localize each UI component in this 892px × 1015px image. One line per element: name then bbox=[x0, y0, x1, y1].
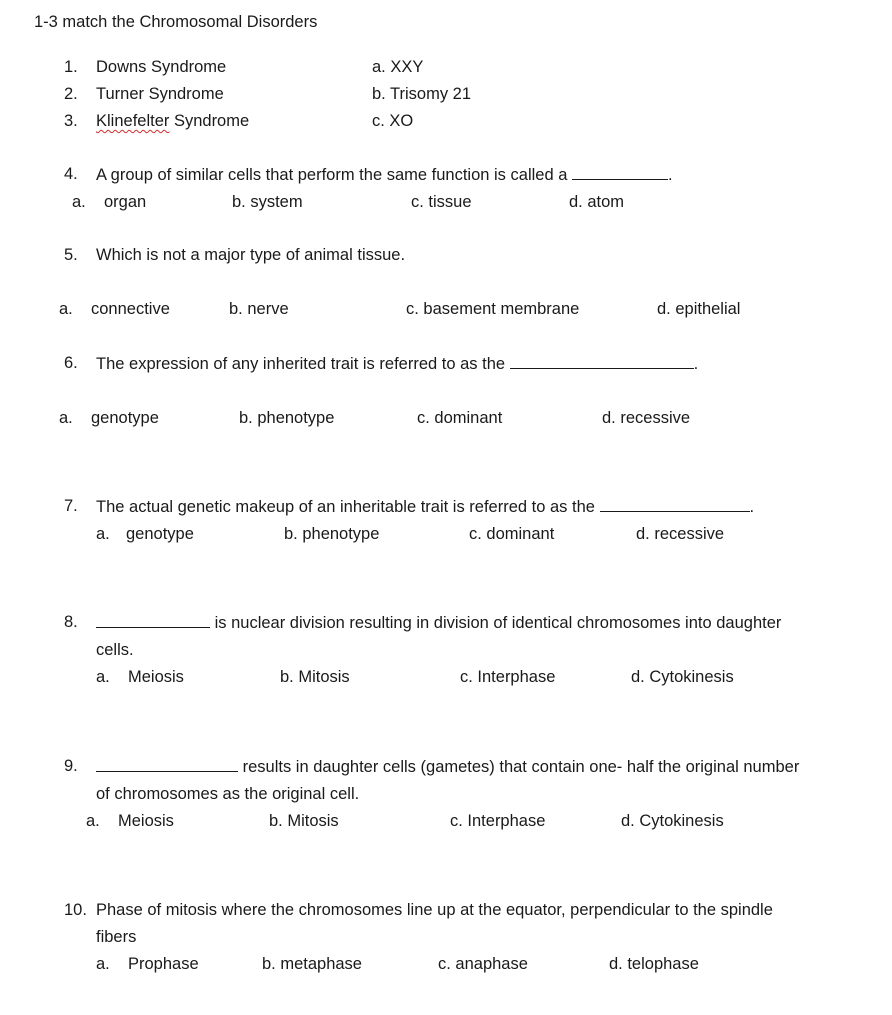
q9-option-c: c. Interphase bbox=[450, 812, 546, 830]
q9-option-a: Meiosis bbox=[118, 812, 174, 830]
answer-blank bbox=[96, 756, 238, 772]
q4-text bbox=[96, 164, 673, 185]
q9-option-a-letter: a. bbox=[86, 812, 100, 830]
q4-number: 4. bbox=[64, 165, 78, 183]
q4-option-c: c. tissue bbox=[411, 193, 472, 211]
q6-option-b: b. phenotype bbox=[239, 409, 335, 427]
match-item-3-number: 3. bbox=[64, 112, 78, 130]
q8-option-a: Meiosis bbox=[128, 668, 184, 686]
q8-option-a-letter: a. bbox=[96, 668, 110, 686]
q8-option-d: d. Cytokinesis bbox=[631, 668, 734, 686]
misspelled-word: Klinefelter bbox=[96, 112, 170, 130]
q5-option-d: d. epithelial bbox=[657, 300, 741, 318]
q8-option-b: b. Mitosis bbox=[280, 668, 350, 686]
q8-text bbox=[96, 612, 781, 633]
q10-text-continued: fibers bbox=[96, 928, 137, 946]
answer-blank bbox=[510, 353, 694, 369]
q5-option-c: c. basement membrane bbox=[406, 300, 580, 318]
q4-option-a-letter: a. bbox=[72, 193, 86, 211]
match-item-3-text-rest: Syndrome bbox=[169, 112, 250, 130]
q7-option-c: c. dominant bbox=[469, 525, 555, 543]
match-item-2-number: 2. bbox=[64, 85, 78, 103]
q10-option-b: b. metaphase bbox=[262, 955, 362, 973]
match-item-2-text: Turner Syndrome bbox=[96, 85, 224, 103]
q5-number: 5. bbox=[64, 246, 78, 264]
match-answer-a: a. XXY bbox=[372, 58, 424, 76]
q7-number: 7. bbox=[64, 497, 78, 515]
q9-number: 9. bbox=[64, 757, 78, 775]
q10-option-d: d. telophase bbox=[609, 955, 699, 973]
q4-question: A group of similar cells that perform the same function is called a bbox=[96, 166, 568, 184]
q4-period: . bbox=[667, 166, 673, 184]
q7-option-a: genotype bbox=[126, 525, 194, 543]
q5-text: Which is not a major type of animal tissue. bbox=[96, 246, 406, 264]
q8-text-continued: cells. bbox=[96, 641, 134, 659]
q6-option-c: c. dominant bbox=[417, 409, 503, 427]
q6-option-d: d. recessive bbox=[602, 409, 691, 427]
q6-number: 6. bbox=[64, 354, 78, 372]
q6-option-a-letter: a. bbox=[59, 409, 73, 427]
match-item-1-text: Downs Syndrome bbox=[96, 58, 227, 76]
q5-option-a-letter: a. bbox=[59, 300, 73, 318]
q7-period: . bbox=[749, 498, 755, 516]
answer-blank bbox=[600, 496, 750, 512]
match-item-3-text bbox=[96, 111, 249, 131]
q10-option-c: c. anaphase bbox=[438, 955, 528, 973]
q10-text: Phase of mitosis where the chromosomes line up at the equator, perpendicular to the spindle bbox=[96, 901, 773, 919]
q7-option-a-letter: a. bbox=[96, 525, 110, 543]
q7-option-d: d. recessive bbox=[636, 525, 725, 543]
q9-question: results in daughter cells (gametes) that contain one- half the original number bbox=[242, 758, 800, 776]
q5-option-b: b. nerve bbox=[229, 300, 289, 318]
q9-text bbox=[96, 756, 799, 777]
q10-option-a: Prophase bbox=[128, 955, 199, 973]
answer-blank bbox=[572, 164, 668, 180]
q4-option-a: organ bbox=[104, 193, 147, 211]
q5-option-a: connective bbox=[91, 300, 170, 318]
q6-option-a: genotype bbox=[91, 409, 159, 427]
q9-option-b: b. Mitosis bbox=[269, 812, 339, 830]
q4-option-d: d. atom bbox=[569, 193, 625, 211]
answer-blank bbox=[96, 612, 210, 628]
worksheet-header: 1-3 match the Chromosomal Disorders bbox=[34, 13, 318, 31]
q8-number: 8. bbox=[64, 613, 78, 631]
q9-text-continued: of chromosomes as the original cell. bbox=[96, 785, 360, 803]
q4-option-b: b. system bbox=[232, 193, 303, 211]
match-answer-c: c. XO bbox=[372, 112, 414, 130]
q6-question: The expression of any inherited trait is referred to as the bbox=[96, 355, 506, 373]
q10-number: 10. bbox=[64, 901, 87, 919]
q8-question: is nuclear division resulting in division of identical chromosomes into daughter bbox=[214, 614, 782, 632]
q8-option-c: c. Interphase bbox=[460, 668, 556, 686]
q7-option-b: b. phenotype bbox=[284, 525, 380, 543]
q6-period: . bbox=[693, 355, 699, 373]
q6-text bbox=[96, 353, 698, 374]
q9-option-d: d. Cytokinesis bbox=[621, 812, 724, 830]
match-answer-b: b. Trisomy 21 bbox=[372, 85, 472, 103]
q7-question: The actual genetic makeup of an inheritable trait is referred to as the bbox=[96, 498, 595, 516]
q10-option-a-letter: a. bbox=[96, 955, 110, 973]
match-item-1-number: 1. bbox=[64, 58, 78, 76]
q7-text bbox=[96, 496, 754, 517]
